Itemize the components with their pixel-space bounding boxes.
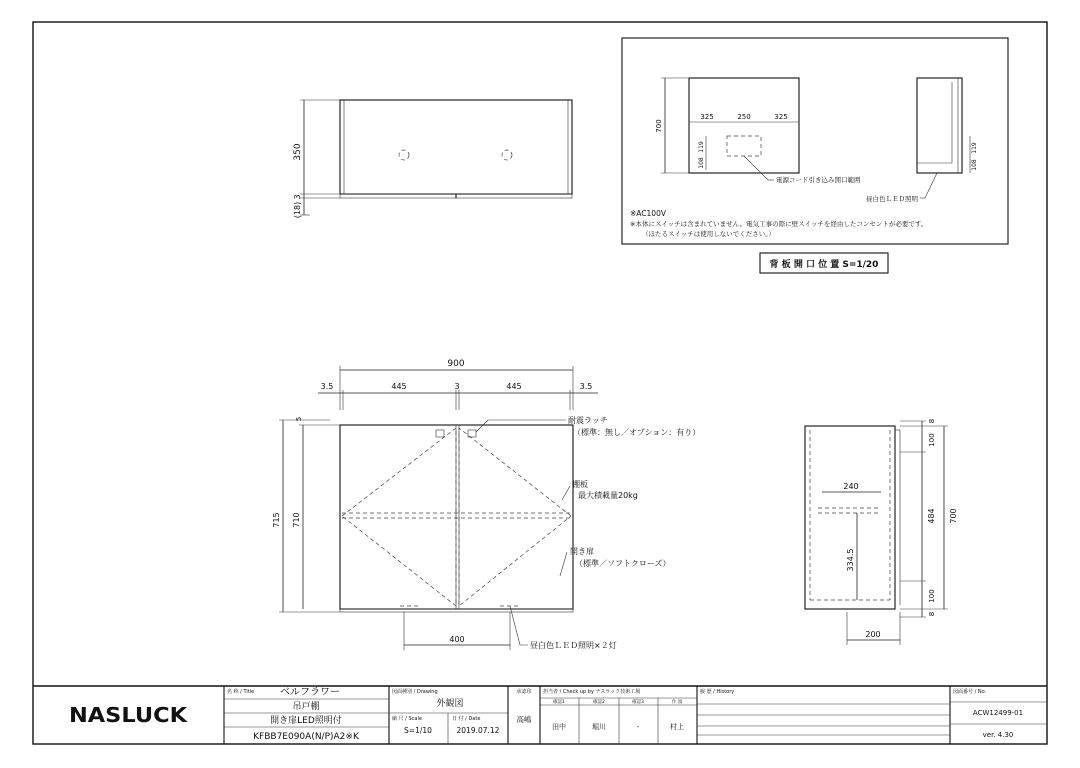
back-panel-section (622, 38, 1008, 273)
check-label: 担当者 / Check up by ナスラック技術工場 (543, 689, 641, 695)
check-val-1: 田中 (552, 723, 566, 731)
callout-latch: 耐震ラッチ (568, 416, 608, 425)
back-dim-250: 250 (737, 113, 751, 121)
front-dim-400: 400 (449, 635, 465, 644)
title-label: 名 称 / Title (227, 689, 255, 695)
back-dim-119b: 119 (971, 142, 978, 154)
front-view (272, 359, 700, 650)
check-val-3: - (636, 723, 640, 731)
back-panel-rear-view (689, 78, 799, 173)
drawing-version: ver. 4.30 (982, 731, 1014, 739)
callout-shelf: 棚板 (572, 480, 588, 489)
callout-front-led: 昼白色ＬＥＤ照明×２灯 (530, 641, 617, 650)
top-view (293, 100, 572, 218)
company-logo: NASLUCK (69, 703, 189, 727)
back-note-3: （ほたるスイッチは使用しないでください。） (642, 230, 775, 238)
no-label: 図面番号 / No. (953, 689, 987, 695)
back-dim-325a: 325 (700, 113, 714, 121)
side-dim-240: 240 (843, 482, 859, 491)
side-dim-top100: 100 (928, 433, 936, 447)
callout-door: 開き扉 (570, 547, 594, 556)
scale-value: S=1/10 (404, 726, 432, 735)
front-dim-right-door: 445 (506, 382, 522, 391)
front-dim-left-door: 445 (391, 382, 407, 391)
latch-left (436, 430, 444, 437)
back-dim-108a: 108 (698, 157, 705, 169)
top-dim-18: (18) (293, 201, 302, 219)
date-value: 2019.07.12 (456, 726, 500, 735)
scale-label: 縮 尺 / Scale (392, 716, 422, 722)
sheet-border (33, 22, 1047, 744)
check-col-4: 作 図 (671, 700, 683, 705)
top-dim-350: 350 (293, 143, 303, 161)
check-col-1: 確認1 (553, 700, 565, 705)
back-panel-side-view (917, 78, 962, 173)
title-model: KFBB7E090A(N/P)A2※K (253, 732, 359, 742)
approved-label: 承認印 (516, 689, 532, 695)
side-dim-bot8: 8 (928, 611, 936, 617)
title-block (69, 686, 1047, 744)
title-series: ベルフラワー (280, 687, 340, 698)
callout-back-led: 昼白色ＬＥＤ照明 (866, 195, 918, 203)
back-dim-119a: 119 (698, 141, 705, 153)
callout-door-note: （標準／ソフトクローズ） (575, 559, 671, 568)
check-val-4: 村上 (670, 723, 684, 731)
top-view-body (340, 100, 572, 194)
side-view (805, 419, 958, 645)
history-label: 履 歴 / History (700, 689, 735, 695)
top-dim-3: 3 (293, 194, 302, 200)
back-dim-700: 700 (655, 119, 663, 133)
cord-opening-area (727, 136, 761, 156)
check-val-2: 堀川 (592, 723, 606, 731)
side-dim-700: 700 (949, 508, 958, 524)
back-panel-frame (622, 38, 1008, 244)
back-dim-325b: 325 (774, 113, 788, 121)
callout-shelf-note: 最大積載量20kg (578, 491, 638, 500)
drawing-number: ACW12499-01 (972, 709, 1024, 717)
callout-latch-note: （標準：無し／オプション：有り） (573, 428, 701, 437)
top-view-hole-left (399, 150, 409, 160)
approver-name: 高嶋 (516, 715, 532, 724)
title-product-type: 吊戸棚 (292, 702, 320, 712)
back-note-2: ※本体にスイッチは含まれていません。電気工事の際に壁スイッチを経由したコンセントが必要です。 (630, 220, 928, 228)
callout-cord-opening: 電源コード引き込み開口範囲 (776, 176, 861, 184)
side-dim-top8: 8 (928, 418, 936, 424)
date-label: 日 付 / Date (452, 716, 481, 722)
side-dim-484: 484 (927, 508, 936, 524)
front-dim-top-gap: 5 (295, 416, 303, 422)
back-note-1: ※AC100V (630, 209, 666, 218)
side-view-body (805, 426, 895, 609)
check-col-2: 確認2 (593, 700, 605, 705)
front-dim-710: 710 (292, 512, 301, 528)
drawing-label: 図面種別 / Drawing (392, 689, 438, 695)
side-dim-200: 200 (865, 630, 881, 639)
back-dim-108b: 108 (971, 159, 978, 171)
front-view-body (340, 425, 573, 609)
side-dim-bot100: 100 (928, 589, 936, 603)
check-col-3: 確認3 (632, 700, 644, 705)
side-dim-334: 334.5 (846, 548, 855, 572)
front-dim-right-edge: 3.5 (579, 382, 593, 391)
front-dim-715: 715 (272, 512, 281, 528)
title-product-desc: 開き扉LED照明付 (270, 716, 342, 726)
front-dim-900: 900 (447, 359, 465, 369)
front-dim-center-gap: 3 (454, 382, 460, 391)
front-dim-left-edge: 3.5 (320, 382, 334, 391)
drawing-type: 外観図 (436, 699, 464, 709)
back-panel-caption: 背 板 開 口 位 置 S=1/20 (769, 260, 879, 270)
top-view-hole-right (502, 150, 512, 160)
